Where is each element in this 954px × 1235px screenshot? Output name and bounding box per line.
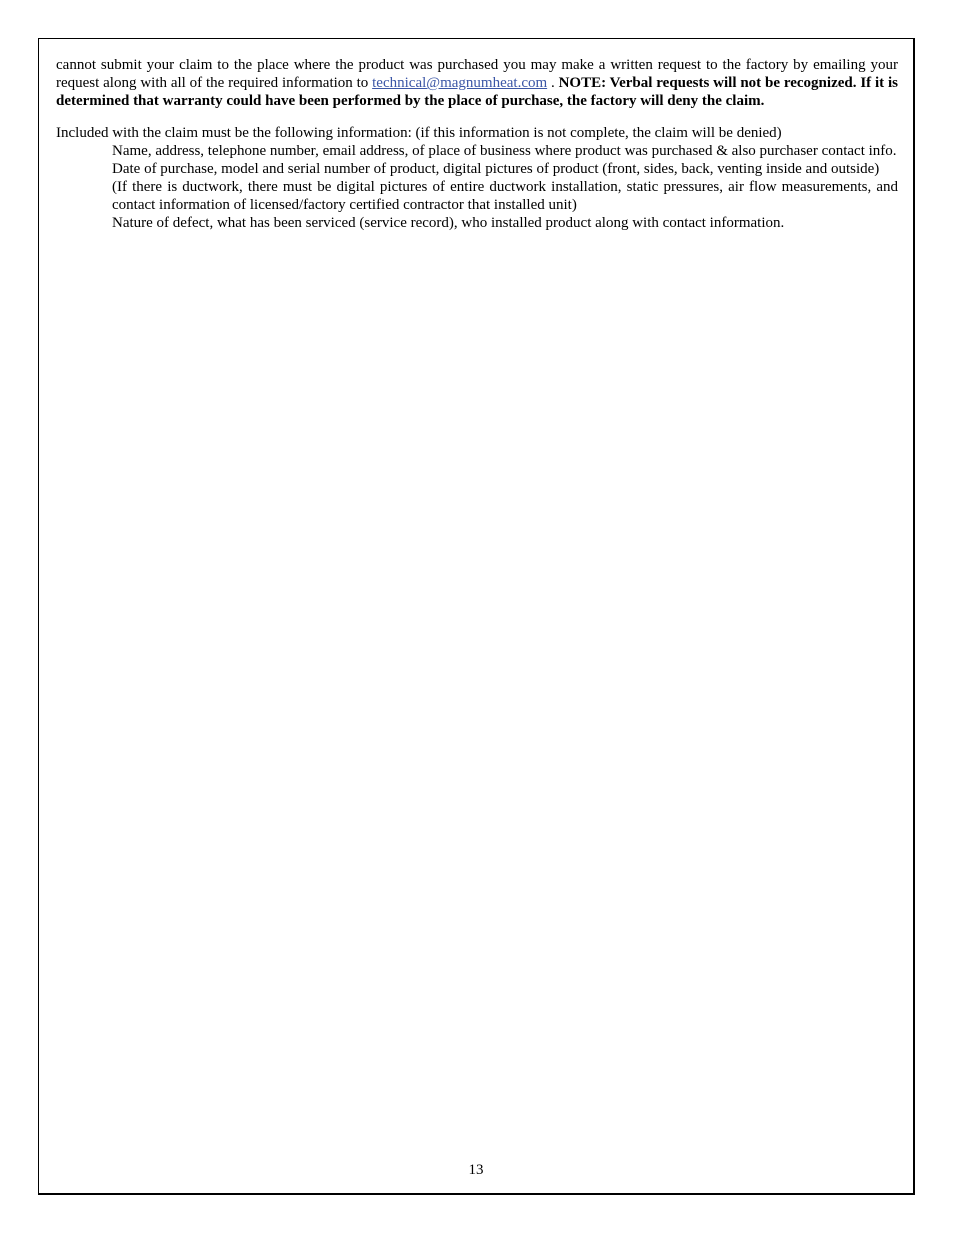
note-bold-text: NOTE: Verbal requests will not be recognized. If it is determined that warranty could have been performed by the place of purchase, the factory will deny the claim. xyxy=(56,75,898,109)
warranty-claim-paragraph xyxy=(56,56,898,110)
page-content xyxy=(56,56,898,232)
page-number: 13 xyxy=(468,1162,484,1178)
claim-text: cannot submit your claim to the place where the product was purchased you may make a written request to the factory by emailing your request along with all of the required information to xyxy=(56,57,898,91)
required-info-item-business: Name, address, telephone number, email address, of place of business where product was purchased & also purchaser contact info. xyxy=(112,143,897,159)
required-info-item-defect: Nature of defect, what has been serviced (service record), who installed product along with contact information. xyxy=(112,215,785,231)
required-info-section xyxy=(56,124,898,232)
required-info-item-ductwork: (If there is ductwork, there must be digital pictures of entire ductwork installation, static pressures, air flow measurements, and contact information of licensed/factory certified contractor that installed unit) xyxy=(112,179,898,213)
link-trailing-text: . xyxy=(547,75,559,91)
page-frame xyxy=(38,38,915,1195)
required-info-item-purchase: Date of purchase, model and serial number of product, digital pictures of product (front, sides, back, venting inside and outside) xyxy=(112,161,880,177)
required-info-intro: Included with the claim must be the following information: (if this information is not complete, the claim will be denied) xyxy=(56,125,782,141)
technical-email-link[interactable]: technical@magnumheat.com xyxy=(372,75,548,91)
